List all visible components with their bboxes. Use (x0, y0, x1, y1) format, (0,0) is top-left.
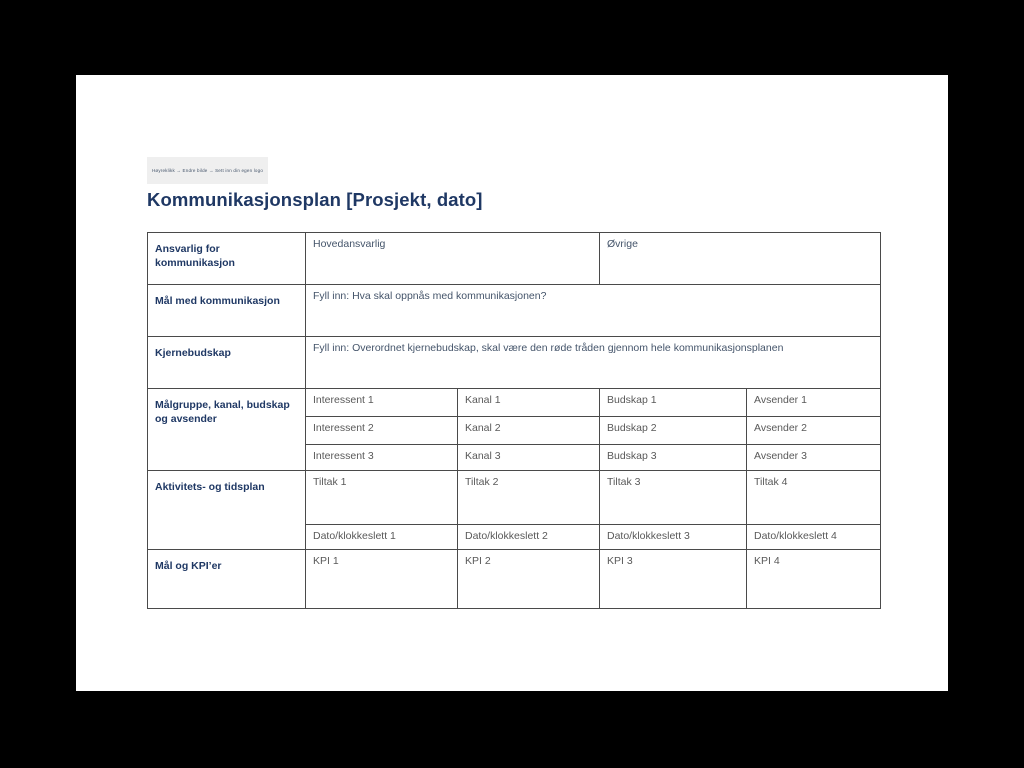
table-row (148, 337, 881, 389)
cell-kpi-1[interactable]: KPI 1 (306, 550, 458, 609)
cell-core-message-fill-in[interactable]: Fyll inn: Overordnet kjernebudskap, skal være den røde tråden gjennom hele kommunikasjonsplanen (306, 337, 881, 389)
cell-kpi-3[interactable]: KPI 3 (600, 550, 747, 609)
cell-others[interactable]: Øvrige (600, 233, 881, 285)
cell-tiltak-1[interactable]: Tiltak 1 (306, 471, 458, 525)
row-header-audience: Målgruppe, kanal, budskap og avsender (148, 389, 306, 471)
table-row (148, 471, 881, 525)
cell-interessent-3[interactable]: Interessent 3 (306, 445, 458, 471)
table-row (148, 233, 881, 285)
cell-tiltak-2[interactable]: Tiltak 2 (458, 471, 600, 525)
logo-placeholder-text: Høyreklikk → Endre bilde → Sett inn din egen logo (151, 168, 264, 173)
cell-budskap-1[interactable]: Budskap 1 (600, 389, 747, 417)
cell-goal-fill-in[interactable]: Fyll inn: Hva skal oppnås med kommunikasjonen? (306, 285, 881, 337)
cell-kanal-1[interactable]: Kanal 1 (458, 389, 600, 417)
row-header-core-message: Kjernebudskap (148, 337, 306, 389)
cell-budskap-2[interactable]: Budskap 2 (600, 417, 747, 445)
cell-tiltak-3[interactable]: Tiltak 3 (600, 471, 747, 525)
row-header-kpi: Mål og KPI’er (148, 550, 306, 609)
row-header-responsible: Ansvarlig for kommunikasjon (148, 233, 306, 285)
row-header-goal: Mål med kommunikasjon (148, 285, 306, 337)
table-row (148, 389, 881, 417)
cell-kanal-3[interactable]: Kanal 3 (458, 445, 600, 471)
cell-budskap-3[interactable]: Budskap 3 (600, 445, 747, 471)
cell-kpi-2[interactable]: KPI 2 (458, 550, 600, 609)
communication-plan-table (147, 232, 881, 609)
table-row (148, 550, 881, 609)
cell-dato-4[interactable]: Dato/klokkeslett 4 (747, 525, 881, 550)
cell-dato-1[interactable]: Dato/klokkeslett 1 (306, 525, 458, 550)
document-page (76, 75, 948, 691)
cell-tiltak-4[interactable]: Tiltak 4 (747, 471, 881, 525)
cell-dato-2[interactable]: Dato/klokkeslett 2 (458, 525, 600, 550)
cell-avsender-3[interactable]: Avsender 3 (747, 445, 881, 471)
logo-placeholder[interactable] (147, 157, 268, 184)
cell-main-responsible[interactable]: Hovedansvarlig (306, 233, 600, 285)
cell-avsender-2[interactable]: Avsender 2 (747, 417, 881, 445)
cell-dato-3[interactable]: Dato/klokkeslett 3 (600, 525, 747, 550)
page-title: Kommunikasjonsplan [Prosjekt, dato] (147, 189, 483, 210)
cell-avsender-1[interactable]: Avsender 1 (747, 389, 881, 417)
row-header-activities: Aktivitets- og tidsplan (148, 471, 306, 550)
cell-interessent-1[interactable]: Interessent 1 (306, 389, 458, 417)
cell-kpi-4[interactable]: KPI 4 (747, 550, 881, 609)
cell-kanal-2[interactable]: Kanal 2 (458, 417, 600, 445)
table-row (148, 285, 881, 337)
cell-interessent-2[interactable]: Interessent 2 (306, 417, 458, 445)
